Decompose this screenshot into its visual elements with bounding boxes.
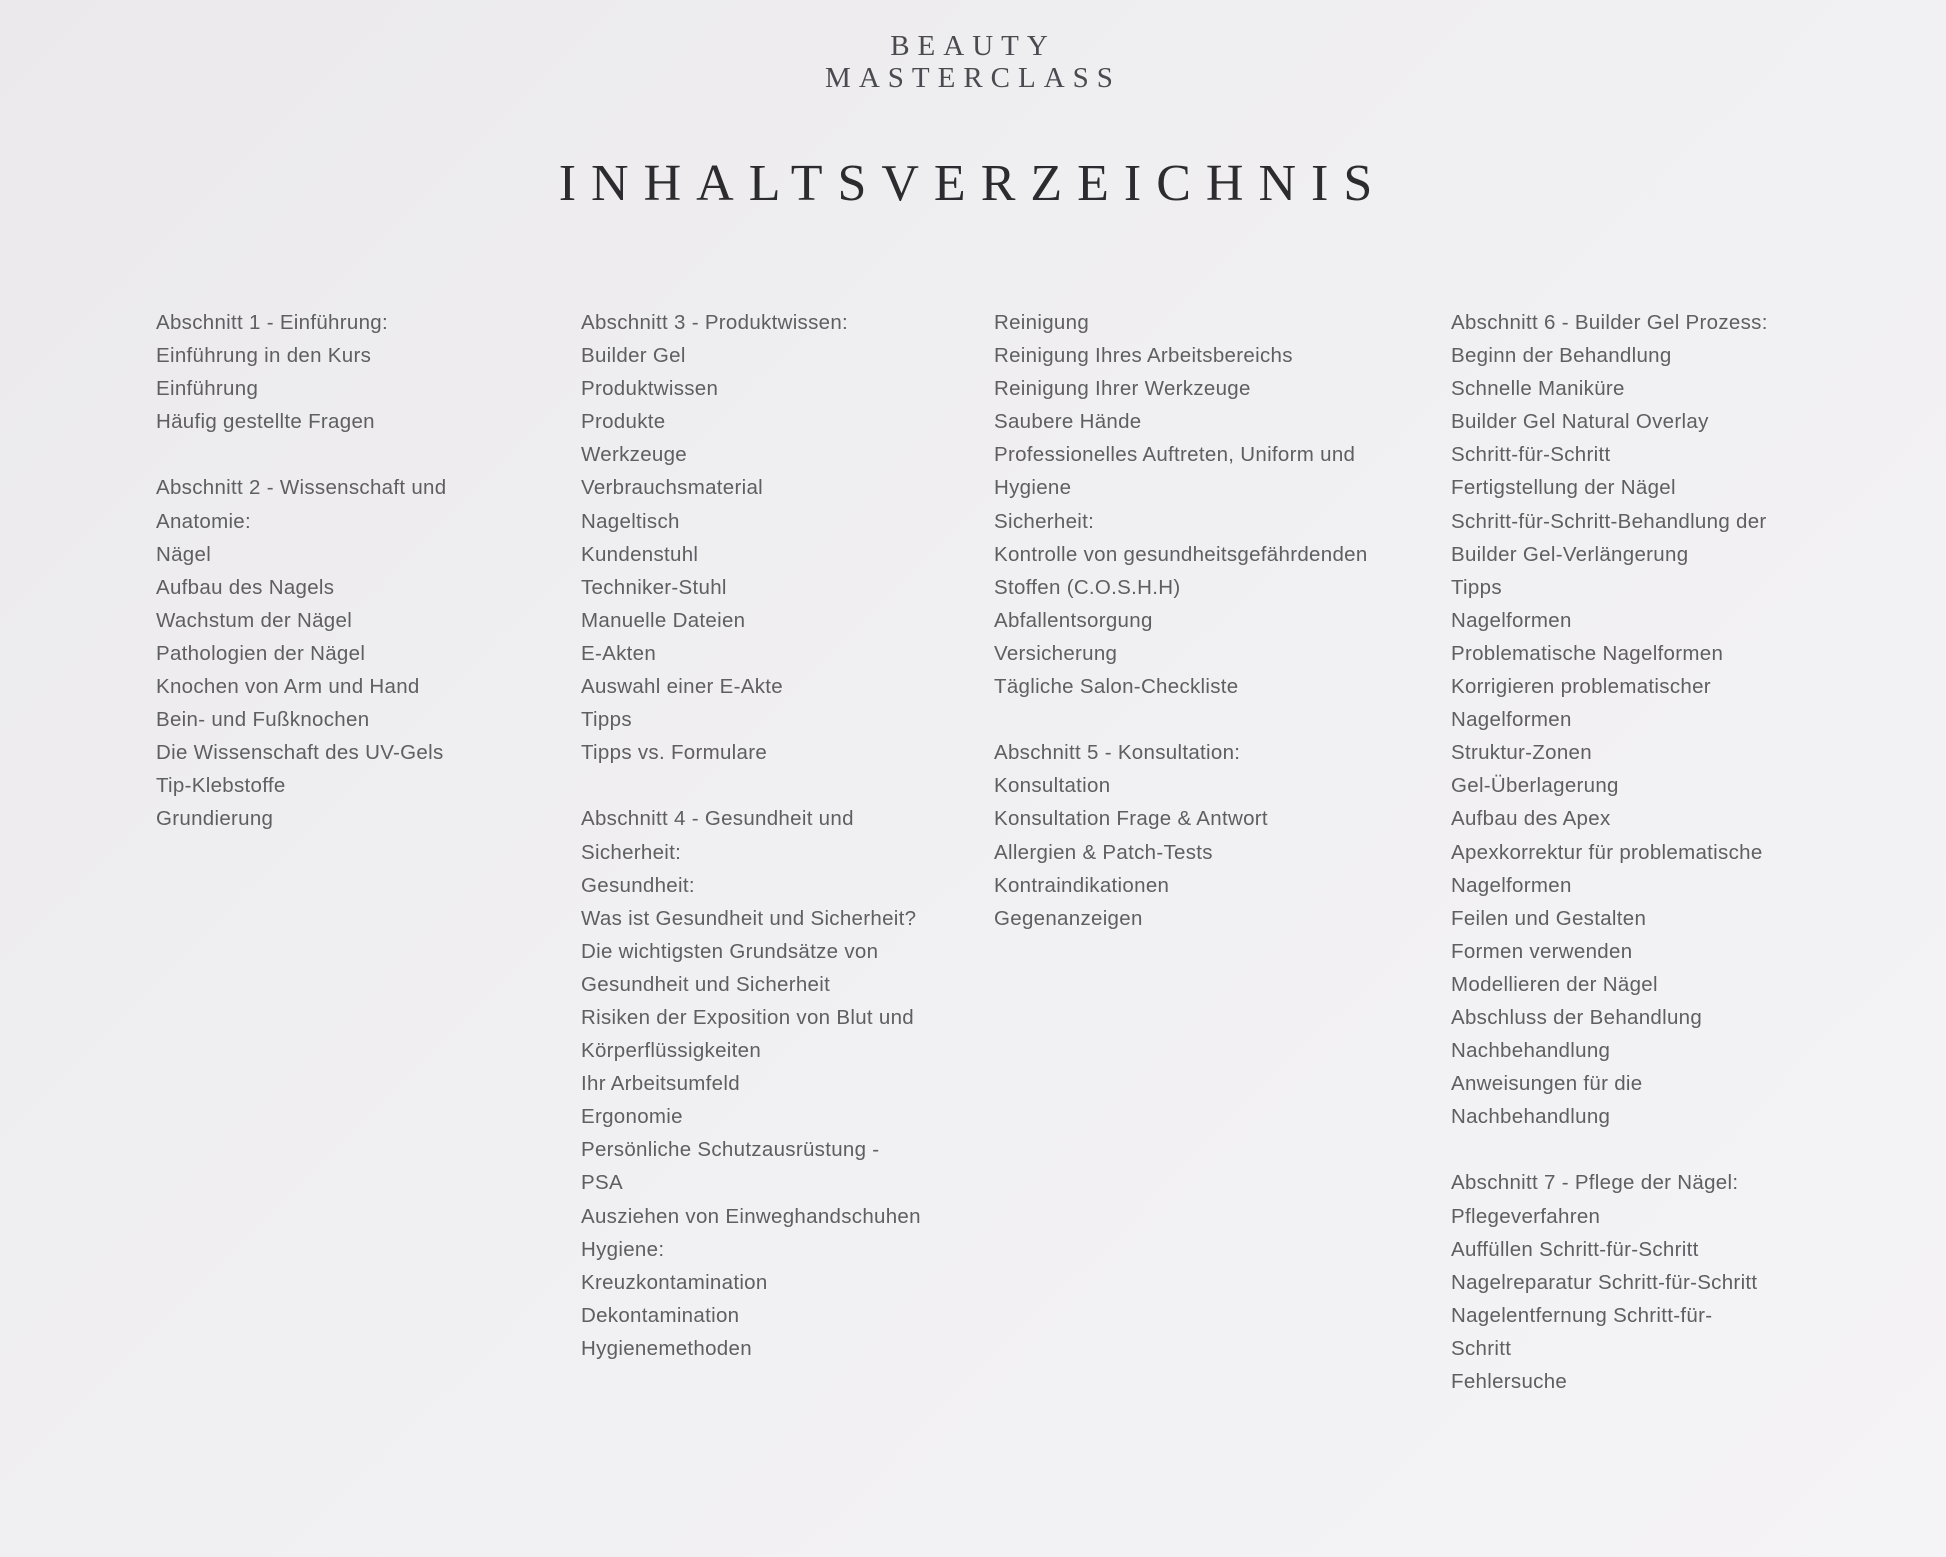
toc-entry: Kontraindikationen xyxy=(994,873,1170,897)
toc-entry: Problematische Nagelformen xyxy=(1451,641,1724,665)
page-title: INHALTSVERZEICHNIS xyxy=(558,155,1388,212)
toc-entry: Pflegeverfahren xyxy=(1451,1204,1601,1228)
toc-entry: Tipps xyxy=(1451,575,1502,599)
toc-entry: Aufbau des Nagels xyxy=(156,575,335,599)
toc-entry: Schritt-für-Schritt xyxy=(1451,443,1611,467)
toc-spacer xyxy=(1451,1133,1768,1166)
toc-entry: Nagelentfernung Schritt-für- xyxy=(1451,1303,1713,1327)
toc-entry: Knochen von Arm und Hand xyxy=(156,675,420,699)
toc-entry: Builder Gel Natural Overlay xyxy=(1451,410,1709,434)
toc-entry: Saubere Hände xyxy=(994,410,1142,434)
toc-entry: Aufbau des Apex xyxy=(1451,807,1611,831)
toc-entry: Wachstum der Nägel xyxy=(156,608,353,632)
toc-spacer xyxy=(581,769,921,802)
toc-entry: Ausziehen von Einweghandschuhen xyxy=(581,1204,921,1228)
toc-entry: Nagelformen xyxy=(1451,608,1572,632)
toc-entry: Reinigung xyxy=(994,311,1090,334)
toc-entry: Gesundheit und Sicherheit xyxy=(581,972,831,996)
toc-entry: Risiken der Exposition von Blut und xyxy=(581,1005,914,1029)
toc-entry: Builder Gel xyxy=(581,344,686,368)
toc-entry: Nagelformen xyxy=(1451,873,1572,897)
toc-entry: Modellieren der Nägel xyxy=(1451,972,1658,996)
toc-entry: Reinigung Ihrer Werkzeuge xyxy=(994,377,1251,401)
toc-section-heading: Abschnitt 7 - Pflege der Nägel: xyxy=(1451,1171,1739,1195)
toc-entry: Nageltisch xyxy=(581,509,680,533)
toc-column-1 xyxy=(156,306,446,836)
toc-entry: Kontrolle von gesundheitsgefährdenden xyxy=(994,542,1368,566)
toc-entry: Dekontamination xyxy=(581,1303,740,1327)
toc-section-heading: Abschnitt 6 - Builder Gel Prozess: xyxy=(1451,311,1768,334)
toc-entry: Einführung in den Kurs xyxy=(156,344,372,368)
toc-entry: Hygiene xyxy=(994,476,1072,500)
toc-entry: Builder Gel-Verlängerung xyxy=(1451,542,1689,566)
toc-entry: Körperflüssigkeiten xyxy=(581,1039,762,1063)
toc-entry: PSA xyxy=(581,1171,623,1195)
toc-entry: Professionelles Auftreten, Uniform und xyxy=(994,443,1356,467)
toc-entry: Techniker-Stuhl xyxy=(581,575,727,599)
toc-entry: Verbrauchsmaterial xyxy=(581,476,764,500)
toc-entry: Bein- und Fußknochen xyxy=(156,708,370,732)
toc-entry: Anweisungen für die xyxy=(1451,1072,1643,1096)
brand-line-2: MASTERCLASS xyxy=(825,62,1121,94)
toc-entry: Ihr Arbeitsumfeld xyxy=(581,1072,740,1096)
toc-entry: Tägliche Salon-Checkliste xyxy=(994,675,1239,699)
toc-entry: Einführung xyxy=(156,377,259,401)
toc-entry: Konsultation Frage & Antwort xyxy=(994,807,1268,831)
toc-entry: Hygiene: xyxy=(581,1237,665,1261)
toc-entry: Fehlersuche xyxy=(1451,1370,1568,1393)
toc-entry: Kreuzkontamination xyxy=(581,1270,768,1294)
toc-entry: Gesundheit: xyxy=(581,873,695,897)
toc-entry: Abschluss der Behandlung xyxy=(1451,1005,1703,1029)
brand-logo xyxy=(0,30,1946,94)
toc-entry: Beginn der Behandlung xyxy=(1451,344,1672,368)
toc-section-heading: Abschnitt 1 - Einführung: xyxy=(156,311,388,334)
toc-entry: Nagelformen xyxy=(1451,708,1572,732)
toc-entry: Reinigung Ihres Arbeitsbereichs xyxy=(994,344,1293,368)
toc-entry: Auffüllen Schritt-für-Schritt xyxy=(1451,1237,1699,1261)
toc-column-3 xyxy=(994,306,1368,935)
toc-section-heading: Abschnitt 2 - Wissenschaft und xyxy=(156,476,447,500)
toc-section-heading: Abschnitt 5 - Konsultation: xyxy=(994,741,1241,765)
toc-entry: Was ist Gesundheit und Sicherheit? xyxy=(581,906,917,930)
toc-entry: Manuelle Dateien xyxy=(581,608,746,632)
toc-entry: Fertigstellung der Nägel xyxy=(1451,476,1676,500)
toc-entry: Werkzeuge xyxy=(581,443,688,467)
toc-entry: Stoffen (C.O.S.H.H) xyxy=(994,575,1181,599)
toc-entry: Produktwissen xyxy=(581,377,719,401)
toc-entry: Persönliche Schutzausrüstung - xyxy=(581,1138,880,1162)
toc-entry: Allergien & Patch-Tests xyxy=(994,840,1213,864)
toc-entry: Nachbehandlung xyxy=(1451,1105,1611,1129)
toc-entry: Auswahl einer E-Akte xyxy=(581,675,783,699)
toc-spacer xyxy=(156,438,446,471)
toc-entry: Sicherheit: xyxy=(581,840,682,864)
toc-entry: Ergonomie xyxy=(581,1105,683,1129)
toc-entry: E-Akten xyxy=(581,641,657,665)
toc-entry: Die wichtigsten Grundsätze von xyxy=(581,939,879,963)
toc-entry: Sicherheit: xyxy=(994,509,1095,533)
toc-entry: Kundenstuhl xyxy=(581,542,699,566)
toc-entry: Häufig gestellte Fragen xyxy=(156,410,375,434)
toc-entry: Anatomie: xyxy=(156,509,251,533)
toc-entry: Schnelle Maniküre xyxy=(1451,377,1625,401)
toc-entry: Nägel xyxy=(156,542,212,566)
toc-entry: Tipps xyxy=(581,708,632,732)
toc-entry: Abfallentsorgung xyxy=(994,608,1153,632)
toc-entry: Hygienemethoden xyxy=(581,1336,752,1360)
toc-entry: Apexkorrektur für problematische xyxy=(1451,840,1763,864)
toc-entry: Nachbehandlung xyxy=(1451,1039,1611,1063)
toc-entry: Pathologien der Nägel xyxy=(156,641,366,665)
toc-entry: Tip-Klebstoffe xyxy=(156,774,286,798)
toc-spacer xyxy=(994,703,1368,736)
toc-column-2 xyxy=(581,306,921,1365)
toc-entry: Tipps vs. Formulare xyxy=(581,741,768,765)
toc-entry: Grundierung xyxy=(156,807,274,831)
toc-entry: Nagelreparatur Schritt-für-Schritt xyxy=(1451,1270,1758,1294)
toc-entry: Feilen und Gestalten xyxy=(1451,906,1647,930)
toc-section-heading: Abschnitt 4 - Gesundheit und xyxy=(581,807,854,831)
brand-line-1: BEAUTY xyxy=(890,30,1056,62)
toc-entry: Produkte xyxy=(581,410,666,434)
toc-entry: Versicherung xyxy=(994,641,1118,665)
toc-entry: Korrigieren problematischer xyxy=(1451,675,1711,699)
toc-entry: Konsultation xyxy=(994,774,1111,798)
toc-column-4 xyxy=(1451,306,1768,1398)
toc-entry: Gegenanzeigen xyxy=(994,906,1143,930)
toc-entry: Die Wissenschaft des UV-Gels xyxy=(156,741,444,765)
toc-entry: Schritt-für-Schritt-Behandlung der xyxy=(1451,509,1767,533)
toc-entry: Struktur-Zonen xyxy=(1451,741,1592,765)
toc-entry: Gel-Überlagerung xyxy=(1451,774,1619,798)
toc-entry: Formen verwenden xyxy=(1451,939,1633,963)
toc-entry: Schritt xyxy=(1451,1336,1512,1360)
toc-section-heading: Abschnitt 3 - Produktwissen: xyxy=(581,311,849,334)
